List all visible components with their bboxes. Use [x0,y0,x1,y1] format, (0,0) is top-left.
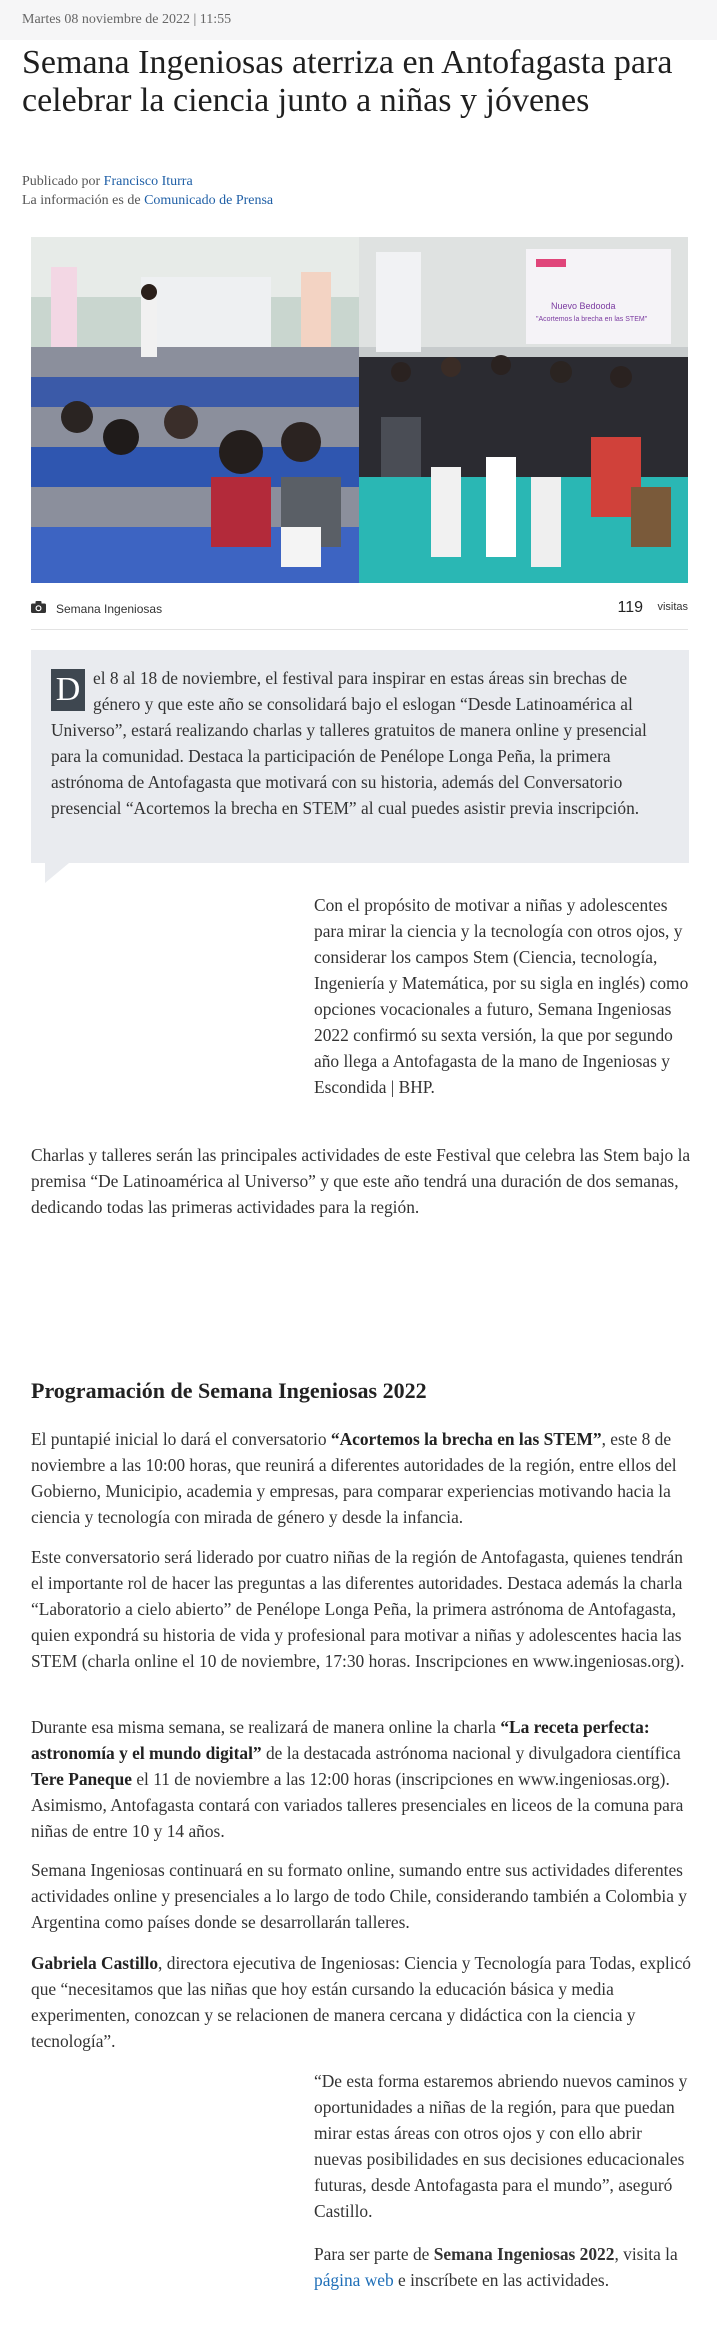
article-title: Semana Ingeniosas aterriza en Antofagasta para celebrar la ciencia junto a niñas y jóvenes [22,44,673,119]
byline [22,172,273,210]
web-page-link[interactable]: página web [314,2270,394,2290]
author-link[interactable]: Francisco Iturra [103,174,193,189]
text-span: , directora ejecutiva de Ingeniosas: Ciencia y Tecnología para Todas, explicó que “necesitamos que las niñas que hoy están cursando la educación básica y media experimenten, conozcan y se relacionen de manera cercana y didáctica con la ciencia y tecnología”. [31,1953,691,2051]
text-span: Para ser parte de [314,2244,434,2264]
visits-count: 119 [617,599,643,616]
drop-cap: D [51,669,85,711]
text-span: , este 8 de noviembre a las 10:00 horas, que reunirá a diferentes autoridades de la región, entre ellos del Gobierno, Municipio, academia y empresas, para comparar experiencias motivando hacia la ciencia y tecnología con mirada de género y desde la infancia. [31,1429,677,1527]
paragraph-charlas: Charlas y talleres serán las principales actividades de este Festival que celebra las Stem bajo la premisa “De Latinoamérica al Universo” y que este año tendrá una duración de dos semanas, dedicando todas las primeras actividades para la región. [31,1145,691,1217]
bold-span: “Acortemos la brecha en las STEM” [330,1429,602,1449]
text-span: El puntapié inicial lo dará el conversatorio [31,1429,331,1449]
paragraph-liderado: Este conversatorio será liderado por cuatro niñas de la región de Antofagasta, quienes tendrán el importante rol de hacer las preguntas a las diferentes autoridades. Destaca además la charla “Laboratorio a cielo abierto” de Penélope Longa Peña, la primera astrónoma de Antofagasta, quien expondrá su historia de vida y profesional para motivar a niñas y adolescentes hacia las STEM (charla online el 10 de noviembre, 17:30 horas. Inscripciones en www.ingeniosas.org). [31,1547,685,1671]
camera-icon [31,601,46,613]
source-link[interactable]: Comunicado de Prensa [144,193,274,208]
photo-caption: Semana Ingeniosas [56,602,163,616]
bold-span: Tere Paneque [31,1769,132,1789]
visits-label: visitas [657,601,688,613]
paragraph-receta [31,1714,691,1844]
bold-span: “La receta perfecta: astronomía y el mundo digital” [31,1717,650,1763]
text-span: el 11 de noviembre a las 12:00 horas (inscripciones en www.ingeniosas.org). Asimismo, Antofagasta contará con variados talleres presenciales en liceos de la comuna para niñas de entre 10 y 14 años. [31,1769,684,1841]
published-by-label: Publicado por [22,174,101,189]
closing-paragraph [314,2241,690,2293]
paragraph-conversatorio [31,1426,691,1530]
bold-span: Semana Ingeniosas 2022 [433,2244,615,2264]
lead-box [31,650,689,863]
banner-line1: Nuevo Bedooda [551,301,616,311]
info-source-label: La información es de [22,193,141,208]
text-span: , visita la [614,2244,678,2264]
article-photo [31,237,688,583]
paragraph-online: Semana Ingeniosas continuará en su formato online, sumando entre sus actividades diferentes actividades online y presenciales a lo largo de todo Chile, considerando también a Colombia y Argentina como países donde se desarrollarán talleres. [31,1860,687,1932]
quote-paragraph: “De esta forma estaremos abriendo nuevos caminos y oportunidades a niñas de la región, para que puedan mirar estas áreas con otros ojos y con ello abrir nuevas posibilidades en sus decisiones educacionales futuras, desde Antofagasta para el mundo”, aseguró Castillo. [314,2071,688,2221]
lead-box-pointer [45,863,69,883]
section-heading: Programación de Semana Ingeniosas 2022 [31,1378,427,1403]
paragraph-castillo [31,1950,691,2054]
text-span: de la destacada astrónoma nacional y divulgadora científica [261,1743,681,1763]
banner-line2: "Acortemos la brecha en las STEM" [536,316,648,323]
lead-text: el 8 al 18 de noviembre, el festival para inspirar en estas áreas sin brechas de género y que este año se consolidará bajo el eslogan “Desde Latinoamérica al Universo”, estará realizando charlas y talleres gratuitos de manera online y presencial para la comunidad. Destaca la participación de Penélope Longa Peña, la primera astrónoma de Antofagasta que motivará con su historia, además del Conversatorio presencial “Acortemos la brecha en STEM” al cual puedes asistir previa inscripción. [51,668,647,818]
divider [31,629,688,630]
dateline: Martes 08 noviembre de 2022 | 11:55 [22,12,232,27]
text-span: e inscríbete en las actividades. [393,2270,610,2290]
photo-caption-row [31,598,688,620]
text-span: Durante esa misma semana, se realizará de manera online la charla [31,1717,501,1737]
bold-span: Gabriela Castillo [31,1953,159,1973]
intro-paragraph: Con el propósito de motivar a niñas y adolescentes para mirar la ciencia y la tecnología con otros ojos, y considerar los campos Stem (Ciencia, tecnología, Ingeniería y Matemática, por su sigla en inglés) como opciones vocacionales a futuro, Semana Ingeniosas 2022 confirmó su sexta versión, la que por segundo año llega a Antofagasta de la mano de Ingeniosas y Escondida | BHP. [314,895,689,1097]
